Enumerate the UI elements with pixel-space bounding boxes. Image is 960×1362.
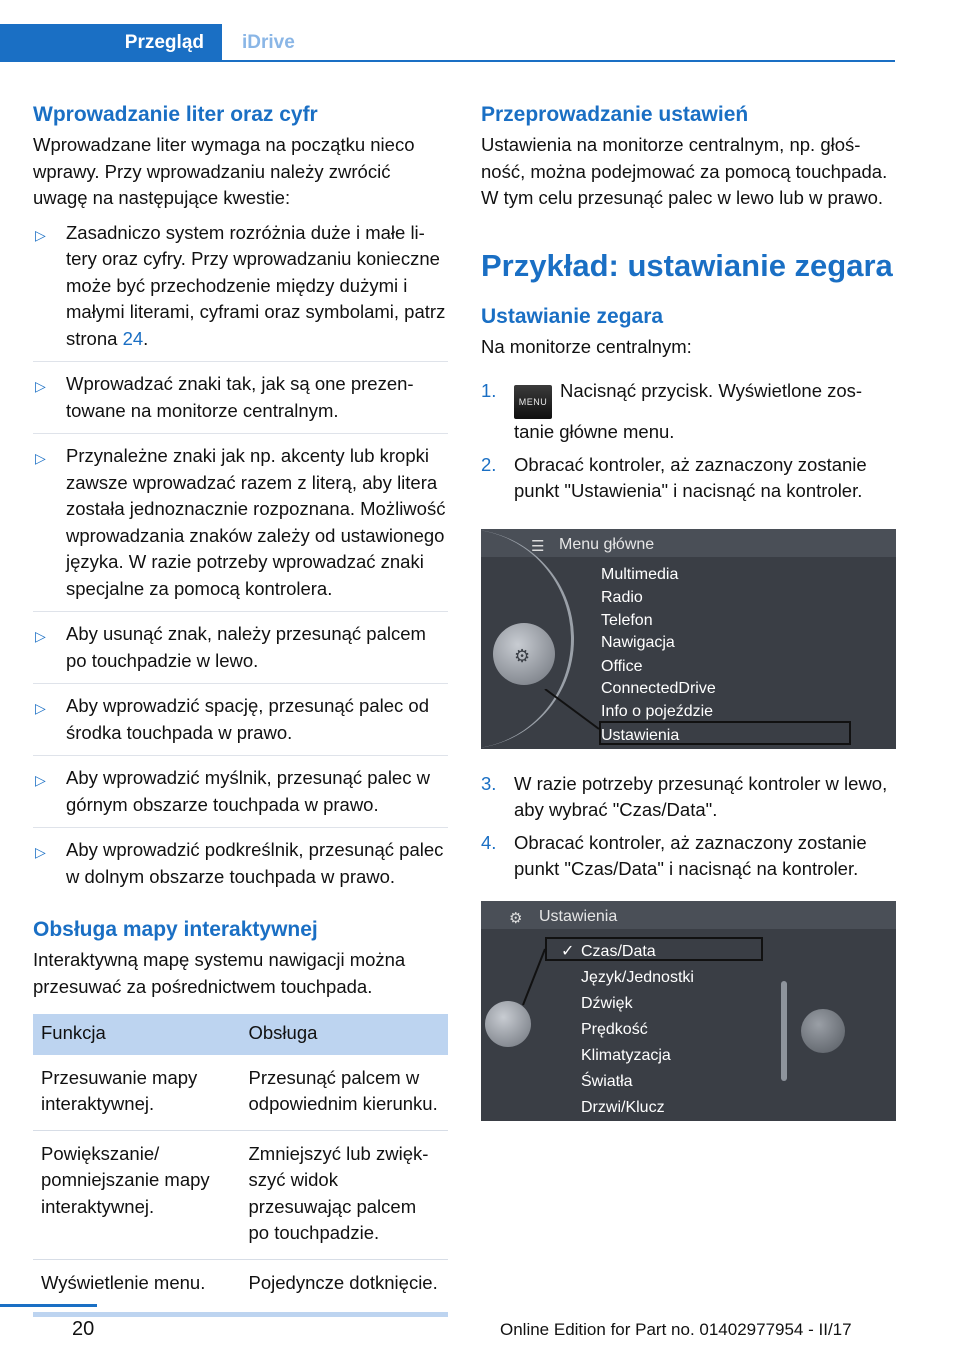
right-column [481,102,896,1143]
menu-item: ConnectedDrive [601,679,716,697]
pointer-line [521,947,547,1007]
table-cell: Przesunąć palcem w odpowiednim kierunku. [241,1055,449,1131]
list-item [33,693,448,756]
intro-letters: Wprowadzane liter wymaga na początku nieco wprawy. Przy wprowadzaniu należy zwrócić uwagę na następujące kwestie: [33,134,415,208]
controller-knob [485,1001,531,1047]
triangle-right-icon: ▷ [35,226,46,243]
clock-steps-b [481,771,896,883]
bullet-text-end: . [143,327,149,349]
header-rule [222,60,895,62]
selection-frame [545,937,763,961]
menu-item: Język/Jednostki [581,968,694,986]
table-cell: Pojedyncze dotknięcie. [241,1259,449,1315]
scroll-slider [781,981,787,1081]
menu-item: Office [601,657,643,675]
menu-item: Światła [581,1072,633,1090]
tab-idrive[interactable]: iDrive [242,32,295,53]
table-row [33,1055,448,1131]
triangle-right-icon: ▷ [35,772,46,788]
step-number: 3. [481,772,497,794]
intro-map: Interaktywną mapę systemu nawigacji można przesuwać za pośrednictwem touchpada. [33,949,406,997]
screen-header-title: Ustawienia [539,907,618,925]
check-icon: ✓ [561,942,575,960]
step-number: 4. [481,831,497,853]
bullet-text: Zasadniczo system rozróżnia duże i małe litery oraz cyfry. Przy wprowadzaniu konieczne może być przechodzenie między dużymi i małymi literami, cyframi oraz symbolami, patrz strona [66,221,446,349]
menu-item: Prędkość [581,1020,648,1038]
heading-settings: Przeprowadzanie ustawień [481,103,749,126]
list-item [481,378,896,446]
table-header-row [33,1014,448,1055]
page-link[interactable]: 24 [122,327,144,349]
list-item [33,443,448,612]
menu-item-selected: Ustawienia [601,726,680,744]
heading-map: Obsługa mapy interaktywnej [33,918,318,941]
step-number: 2. [481,453,497,475]
triangle-right-icon: ▷ [35,628,46,644]
intro-settings: Ustawienia na monitorze centralnym, np. głośność, można podejmować za pomocą touchpada. W tym celu przesunąć palec w lewo lub w prawo. [481,134,888,208]
bullet-text: Aby usunąć znak, należy przesunąć palcem po touchpadzie w lewo. [66,623,426,671]
footer-rule [0,1304,97,1307]
table-cell: Przesuwanie mapy interaktywnej. [33,1055,241,1131]
edition-note: Online Edition for Part no. 01402977954 - II/17 [500,1320,852,1339]
gear-icon: ⚙ [509,909,523,927]
table-cell: Wyświetlenie menu. [33,1259,241,1315]
menu-button-icon: MENU [514,385,552,419]
step-text: Nacisnąć przycisk. Wyświetlone zostanie główne menu. [514,380,863,442]
step-text: Obracać kontroler, aż zaznaczony zostanie punkt "Ustawienia" i nacisnąć na kontroler. [514,453,867,501]
list-item [481,771,896,824]
menu-item-selected: Czas/Data [581,942,656,960]
heading-example: Przykład: ustawianie zegara [481,247,893,283]
table-header-operation: Obsługa [241,1014,449,1055]
list-item [33,837,448,899]
menu-item: Klimatyzacja [581,1046,671,1064]
map-function-table [33,1014,448,1317]
table-cell: Powiększanie/ pomniejszanie mapy interaktywnej. [33,1130,241,1259]
list-item [33,220,448,363]
table-header-function: Funkcja [33,1014,241,1055]
triangle-right-icon: ▷ [35,700,46,716]
controller-knob-right [801,1009,845,1053]
list-item [33,765,448,828]
menu-item: Telefon [601,611,653,629]
step-number: 1. [481,380,497,401]
triangle-right-icon: ▷ [35,378,46,394]
menu-item: Multimedia [601,565,679,583]
selection-frame [599,721,851,745]
step-text: Obracać kontroler, aż zaznaczony zostanie punkt "Czas/Data" i nacisnąć na kontroler. [514,831,867,879]
menu-item: Nawigacja [601,633,675,651]
pointer-line [543,689,603,733]
menu-list-icon: ☰ [531,537,545,555]
triangle-right-icon: ▷ [35,450,46,466]
menu-item: Dźwięk [581,994,633,1012]
bullet-text: Wprowadzać znaki tak, jak są one prezentowane na monitorze centralnym. [66,373,414,421]
gear-icon: ⚙ [514,645,531,666]
tab-overview[interactable]: Przegląd [0,24,222,62]
table-row [33,1130,448,1259]
letters-bullet-list [33,220,448,900]
bullet-text: Przynależne znaki jak np. akcenty lub kropki zawsze wprowadzać razem z literą, aby litera została jednoznacznie rozpoznana. Możliwość wprowadzania znaków zależy od ustawionego języka. W razie potrzeby wprowadzać znaki specjalne za pomocą kontrolera. [66,445,446,599]
top-navigation [0,0,895,62]
step-text: W razie potrzeby przesunąć kontroler w lewo, aby wybrać "Czas/Data". [514,772,888,820]
page-number: 20 [72,1318,95,1340]
menu-item: Drzwi/Klucz [581,1098,665,1116]
bullet-text: Aby wprowadzić podkreślnik, przesunąć palec w dolnym obszarze touchpada w prawo. [66,839,444,887]
list-item [33,371,448,434]
clock-steps-a [481,378,896,505]
list-item [481,830,896,883]
heading-clock: Ustawianie zegara [481,304,664,328]
menu-item: Info o pojeździe [601,702,714,720]
heading-letters: Wprowadzanie liter oraz cyfr [33,103,318,126]
intro-clock: Na monitorze centralnym: [481,335,692,357]
screen-header-title: Menu główne [559,535,655,553]
main-menu-screenshot [481,529,896,749]
table-cell: Zmniejszyć lub zwiększyć widok przesuwając palcem po touchpadzie. [241,1130,449,1259]
bullet-text: Aby wprowadzić spację, przesunąć palec od środka touchpada w prawo. [66,695,429,743]
list-item [481,452,896,505]
settings-menu-screenshot [481,901,896,1121]
left-column [33,102,448,1317]
list-item [33,621,448,684]
triangle-right-icon: ▷ [35,844,46,860]
menu-item: Radio [601,588,643,606]
bullet-text: Aby wprowadzić myślnik, przesunąć palec w górnym obszarze touchpada w prawo. [66,767,430,815]
